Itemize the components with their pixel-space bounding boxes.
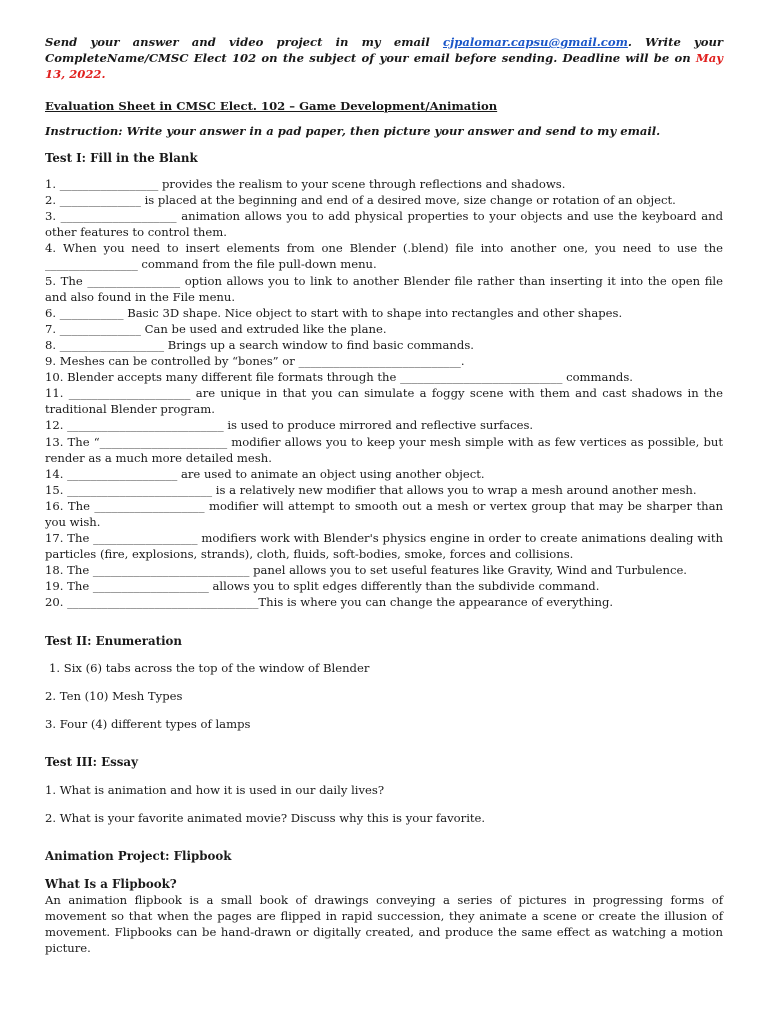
- intro-end: .: [101, 67, 106, 81]
- project-body: An animation flipbook is a small book of drawings conveying a series of pictures in progressing forms of movement so that when the pages are flipped in rapid succession, they animate a scene or create the illusion of movement. Flipbooks can be hand-drawn or digitally created, and produce the same effect as watching a motion picture.: [45, 892, 723, 955]
- list-item: 19. The ____________________ allows you to split edges differently than the subdivide command.: [45, 579, 600, 594]
- instruction-text: Instruction: Write your answer in a pad paper, then picture your answer and send to my email.: [45, 124, 661, 138]
- test1-title: Test I: Fill in the Blank: [45, 151, 198, 165]
- list-item: 1. What is animation and how it is used in our daily lives?: [45, 782, 385, 797]
- list-item: 10. Blender accepts many different file formats through the ____________________________ commands.: [45, 370, 633, 385]
- list-item: 13. The “______________________ modifier allows you to keep your mesh simple with as few vertices as possible, but render as a much more detailed mesh.: [45, 434, 723, 465]
- list-item: 14. ___________________ are used to animate an object using another object.: [45, 466, 485, 481]
- list-item: 2. Ten (10) Mesh Types: [45, 688, 183, 703]
- evaluation-title: Evaluation Sheet in CMSC Elect. 102 – Game Development/Animation: [45, 99, 498, 113]
- list-item: 1. Six (6) tabs across the top of the window of Blender: [49, 660, 370, 675]
- list-item: 12. ___________________________ is used to produce mirrored and reflective surfaces.: [45, 418, 534, 433]
- list-item: 17. The __________________ modifiers work with Blender's physics engine in order to create animations dealing with particles (fire, explosions, strands), cloth, fluids, soft-bodies, smoke, forces and collisions.: [45, 531, 723, 562]
- list-item: 2. ______________ is placed at the beginning and end of a desired move, size change or rotation of an object.: [45, 193, 676, 208]
- list-item: 7. ______________ Can be used and extruded like the plane.: [45, 321, 387, 336]
- test1-items: [45, 176, 723, 611]
- list-item: 18. The ___________________________ panel allows you to set useful features like Gravity, Wind and Turbulence.: [45, 563, 687, 578]
- project-title: Animation Project: Flipbook: [45, 848, 232, 863]
- list-item: 15. _________________________ is a relatively new modifier that allows you to wrap a mesh around another mesh.: [45, 482, 697, 497]
- intro-text: Send your answer and video project in my email: [45, 35, 443, 49]
- list-item: 4. When you need to insert elements from one Blender (.blend) file into another one, you need to use the ________________ command from the file pull-down menu.: [45, 241, 723, 272]
- list-item: 3. Four (4) different types of lamps: [45, 716, 251, 731]
- intro-paragraph: [45, 34, 723, 82]
- test3-title: Test III: Essay: [45, 754, 138, 769]
- project-subtitle: What Is a Flipbook?: [45, 876, 177, 891]
- list-item: 2. What is your favorite animated movie? Discuss why this is your favorite.: [45, 810, 486, 825]
- intro-text-2: . Write your CompleteName/CMSC Elect 102 on the subject of your email before sending. Deadline will be on: [45, 35, 723, 65]
- list-item: 6. ___________ Basic 3D shape. Nice object to start with to shape into rectangles and other shapes.: [45, 305, 623, 320]
- list-item: 20. _________________________________This is where you can change the appearance of everything.: [45, 595, 614, 610]
- list-item: 5. The ________________ option allows you to link to another Blender file rather than inserting it into the open file and also found in the File menu.: [45, 273, 723, 304]
- list-item: 9. Meshes can be controlled by “bones” or ____________________________.: [45, 354, 465, 369]
- email-link[interactable]: cjpalomar.capsu@gmail.com: [442, 35, 628, 49]
- list-item: 16. The ___________________ modifier will attempt to smooth out a mesh or vertex group that may be sharper than you wish.: [45, 498, 723, 529]
- list-item: 8. __________________ Brings up a search window to find basic commands.: [45, 337, 474, 352]
- list-item: 1. _________________ provides the realism to your scene through reflections and shadows.: [45, 177, 566, 191]
- test2-title: Test II: Enumeration: [45, 633, 182, 648]
- list-item: 11. _____________________ are unique in that you can simulate a foggy scene with them and cast shadows in the traditional Blender program.: [45, 386, 723, 417]
- list-item: 3. ____________________ animation allows you to add physical properties to your objects and use the keyboard and other features to control them.: [45, 209, 723, 240]
- deadline-date: May 13, 2022: [45, 51, 723, 81]
